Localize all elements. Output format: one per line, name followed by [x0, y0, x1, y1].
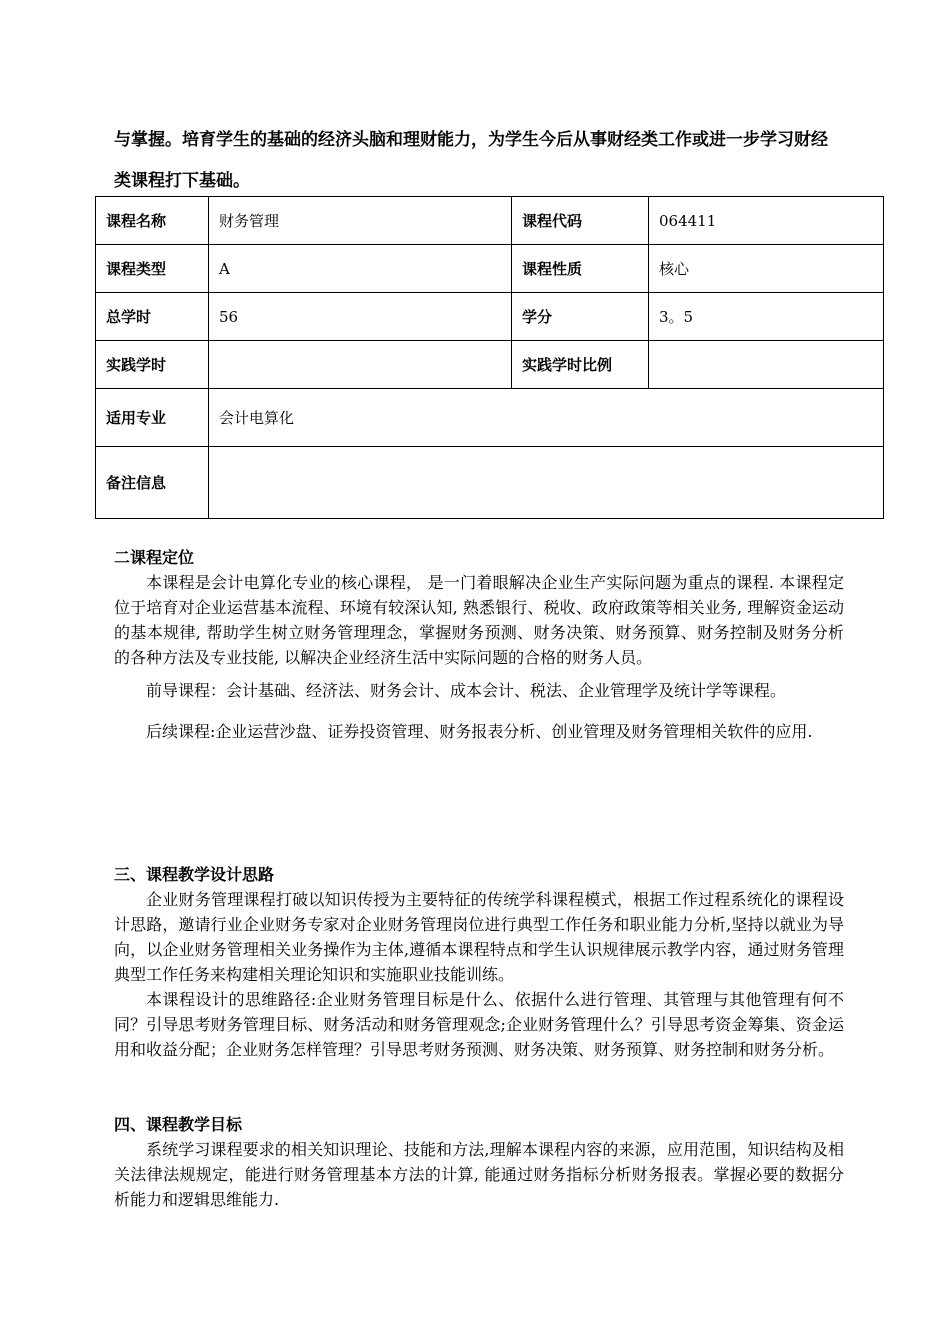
table-row — [96, 389, 884, 447]
table-row — [96, 293, 884, 341]
section-paragraph: 本课程是会计电算化专业的核心课程， 是一门着眼解决企业生产实际问题为重点的课程. 本课程定位于培育对企业运营基本流程、环境有较深认知, 熟悉银行、税收、政府政策等相关业务, 理解资金运动的基本规律, 帮助学生树立财务管理理念，掌握财务预测、财务决策、财务预算、财务控制及财务分析的各种方法及专业技能, 以解决企业经济生活中实际问题的合格的财务人员。 — [114, 573, 844, 667]
section-paragraph: 系统学习课程要求的相关知识理论、技能和方法,理解本课程内容的来源，应用范围，知识结构及相关法律法规规定，能进行财务管理基本方法的计算, 能通过财务指标分析财务报表。掌握必要的数据分析能力和逻辑思维能力. — [114, 1140, 844, 1209]
table-row — [96, 245, 884, 293]
section-heading: 四、课程教学目标 — [114, 1115, 243, 1134]
course-name-label: 课程名称 — [96, 197, 209, 245]
course-code-value: 064411 — [649, 197, 884, 245]
credits-value: 3。5 — [649, 293, 884, 341]
section-paragraph: 本课程设计的思维路径:企业财务管理目标是什么、依据什么进行管理、其管理与其他管理有何不同？引导思考财务管理目标、财务活动和财务管理观念;企业财务管理什么？引导思考资金筹集、资金运用和收益分配；企业财务怎样管理？引导思考财务预测、财务决策、财务预算、财务控制和财务分析。 — [114, 990, 844, 1059]
total-hours-value: 56 — [209, 293, 512, 341]
course-type-label: 课程类型 — [96, 245, 209, 293]
practice-ratio-label: 实践学时比例 — [512, 341, 649, 389]
major-value: 会计电算化 — [209, 389, 884, 447]
section-paragraph: 企业财务管理课程打破以知识传授为主要特征的传统学科课程模式，根据工作过程系统化的课程设计思路，邀请行业企业财务专家对企业财务管理岗位进行典型工作任务和职业能力分析,坚持以就业为导向，以企业财务管理相关业务操作为主体,遵循本课程特点和学生认识规律展示教学内容，通过财务管理典型工作任务来构建相关理论知识和实施职业技能训练。 — [114, 890, 844, 984]
remarks-value — [209, 447, 884, 519]
course-nature-value: 核心 — [649, 245, 884, 293]
credits-label: 学分 — [512, 293, 649, 341]
section-paragraph: 前导课程：会计基础、经济法、财务会计、成本会计、税法、企业管理学及统计学等课程。 — [146, 681, 787, 700]
intro-paragraph: 与掌握。培育学生的基础的经济头脑和理财能力，为学生今后从事财经类工作或进一步学习财经类课程打下基础。 — [114, 130, 828, 191]
practice-hours-value — [209, 341, 512, 389]
course-info-table — [95, 196, 884, 519]
section-design-approach — [114, 862, 844, 1062]
total-hours-label: 总学时 — [96, 293, 209, 341]
table-row — [96, 197, 884, 245]
section-paragraph: 后续课程:企业运营沙盘、证券投资管理、财务报表分析、创业管理及财务管理相关软件的应用. — [146, 722, 813, 741]
section-teaching-objectives — [114, 1112, 844, 1212]
section-heading: 三、课程教学设计思路 — [114, 865, 275, 884]
major-label: 适用专业 — [96, 389, 209, 447]
section-heading: 二课程定位 — [114, 548, 195, 567]
course-nature-label: 课程性质 — [512, 245, 649, 293]
section-course-positioning — [114, 545, 844, 752]
remarks-label: 备注信息 — [96, 447, 209, 519]
table-row — [96, 447, 884, 519]
course-code-label: 课程代码 — [512, 197, 649, 245]
table-row — [96, 341, 884, 389]
practice-ratio-value — [649, 341, 884, 389]
practice-hours-label: 实践学时 — [96, 341, 209, 389]
course-name-value: 财务管理 — [209, 197, 512, 245]
course-type-value: A — [209, 245, 512, 293]
